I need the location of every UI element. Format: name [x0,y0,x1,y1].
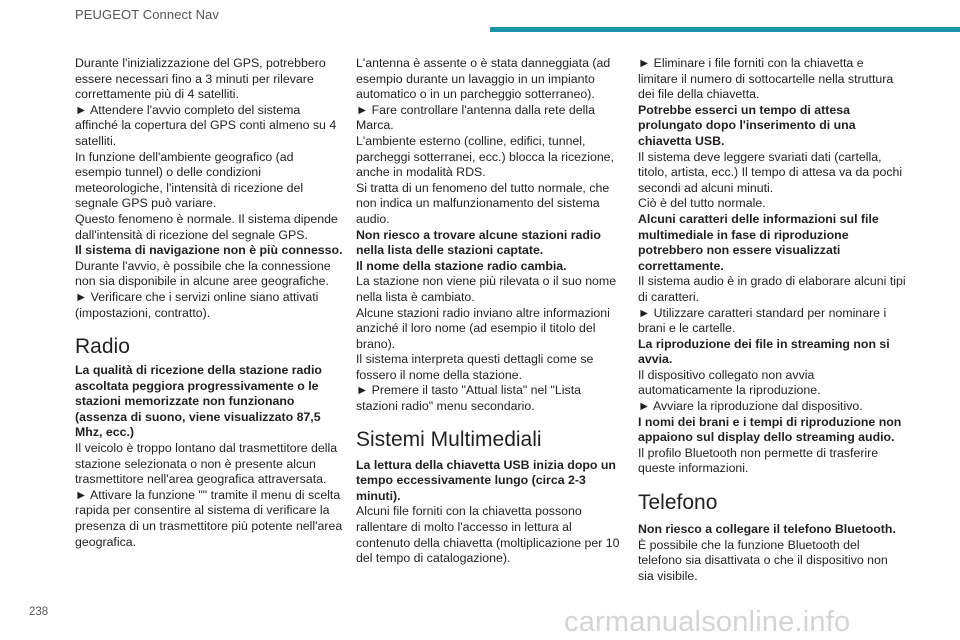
question-heading: Non riesco a collegare il telefono Bluetooth. [638,522,896,537]
section-heading: Sistemi Multimediali [356,427,542,451]
body-paragraph: ► Fare controllare l'antenna dalla rete della Marca. [356,102,595,133]
body-paragraph: Si tratta di un fenomeno del tutto normale, che non indica un malfunzionamento del sistema audio. [356,180,610,226]
question-heading: Non riesco a trovare alcune stazioni radio nella lista delle stazioni captate. [356,227,601,258]
body-paragraph: Il sistema audio è in grado di elaborare alcuni tipi di caratteri. [638,274,906,304]
body-paragraph: È possibile che la funzione Bluetooth del telefono sia disattivata o che il dispositivo non sia visibile. [638,537,888,583]
body-paragraph: Ciò è del tutto normale. [638,196,766,211]
question-heading: Il nome della stazione radio cambia. [356,258,567,273]
body-paragraph: L'ambiente esterno (colline, edifici, tunnel, parcheggi sotterranei, ecc.) blocca la ricezione, anche in modalità RDS. [356,133,614,180]
body-paragraph: ► Attivare la funzione "" tramite il menu di scelta rapida per consentire al sistema di verificare la presenza di un trasmettitore più potente nell'area geografica. [75,487,343,549]
body-paragraph: ► Utilizzare caratteri standard per nominare i brani e le cartelle. [638,305,887,336]
column-2 [356,56,624,567]
page-number: 238 [29,606,49,618]
body-paragraph: Il veicolo è troppo lontano dal trasmettitore della stazione selezionata o non è presente alcun trasmettitore nell'area geografica attraversata. [75,441,338,487]
body-paragraph: Alcune stazioni radio inviano altre informazioni anziché il loro nome (ad esempio il titolo del brano). [356,305,610,351]
body-paragraph: Il sistema interpreta questi dettagli come se fossero il nome della stazione. [356,352,594,382]
question-heading: La qualità di ricezione della stazione radio ascoltata peggiora progressivamente o le stazioni memorizzate non funzionano (assenza di suono, viene visualizzato 87,5 Mhz, ecc.) [75,363,322,440]
body-paragraph: La stazione non viene più rilevata o il suo nome nella lista è cambiato. [356,274,617,304]
question-heading: La riproduzione dei file in streaming non si avvia. [638,336,890,367]
column-1 [75,56,343,550]
body-paragraph: Durante l'inizializzazione del GPS, potrebbero essere necessari fino a 3 minuti per rilevare correttamente più di 4 satelliti. [75,56,326,102]
body-paragraph: ► Avviare la riproduzione dal dispositivo. [638,399,863,414]
body-paragraph: Il dispositivo collegato non avvia automaticamente la riproduzione. [638,367,821,398]
body-paragraph: Durante l'avvio, è possibile che la connessione non sia disponibile in alcune aree geografiche. [75,258,331,289]
body-paragraph: In funzione dell'ambiente geografico (ad esempio tunnel) o delle condizioni meteorologiche, l'intensità di ricezione del segnale GPS può variare. [75,149,304,211]
body-paragraph: ► Attendere l'avvio completo del sistema affinché la copertura del GPS conti almeno su 4 satelliti. [75,102,337,148]
question-heading: I nomi dei brani e i tempi di riproduzione non appaiono sul display dello streaming audio. [638,414,902,445]
body-paragraph: ► Premere il tasto "Attual lista" nel "Lista stazioni radio" menu secondario. [356,383,582,414]
question-heading: Potrebbe esserci un tempo di attesa prolungato dopo l'inserimento di una chiavetta USB. [638,102,856,148]
body-paragraph: Questo fenomeno è normale. Il sistema dipende dall'intensità di ricezione del segnale GPS. [75,211,338,242]
question-heading: La lettura della chiavetta USB inizia dopo un tempo eccessivamente lungo (circa 2-3 minuti). [356,457,616,503]
header-accent-bar [490,27,960,32]
body-paragraph: Alcuni file forniti con la chiavetta possono rallentare di molto l'accesso in lettura al contenuto della chiavetta (moltiplicazione per 10 del tempo di catalogazione). [356,504,620,566]
column-3 [638,56,906,584]
body-paragraph: Il profilo Bluetooth non permette di trasferire queste informazioni. [638,445,879,476]
header-title: PEUGEOT Connect Nav [75,7,219,22]
section-heading: Telefono [638,491,718,515]
body-paragraph: ► Verificare che i servizi online siano attivati (impostazioni, contratto). [75,289,319,320]
watermark: carmanualsonline.info [564,606,851,638]
section-heading: Radio [75,335,130,359]
question-heading: Alcuni caratteri delle informazioni sul file multimediale in fase di riproduzione potrebbero non essere visualizzati correttamente. [638,211,879,273]
body-paragraph: ► Eliminare i file forniti con la chiavetta e limitare il numero di sottocartelle nella struttura dei file della chiavetta. [638,56,894,102]
body-paragraph: L'antenna è assente o è stata danneggiata (ad esempio durante un lavaggio in un impianto automatico o in un parcheggio sotterraneo). [356,56,611,102]
body-paragraph: Il sistema deve leggere svariati dati (cartella, titolo, artista, ecc.) Il tempo di attesa va da pochi secondi ad alcuni minuti. [638,149,903,195]
question-heading: Il sistema di navigazione non è più connesso. [75,243,343,258]
